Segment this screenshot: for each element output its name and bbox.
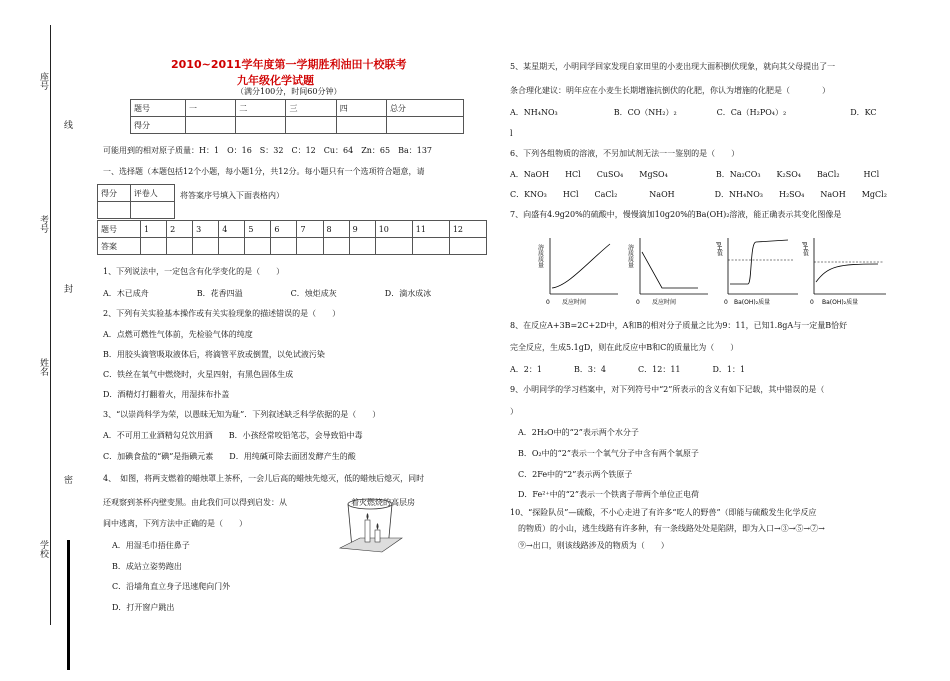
q9-option-d: D．Fe²⁺中的“2”表示一个铁离子带两个单位正电荷 xyxy=(518,490,699,499)
q2-stem: 2、下列有关实验基本操作或有关实验现象的描述错误的是（ ） xyxy=(103,309,341,318)
grader-cell: 评卷人 xyxy=(130,185,174,202)
grader-input[interactable] xyxy=(98,202,131,219)
q7-stem: 7、向盛有4.9g20%的硫酸中，慢慢滴加10g20%的Ba(OH)₂溶液，能正确表示其变化图像是 xyxy=(510,210,842,219)
answer-input[interactable] xyxy=(323,238,349,255)
exam-info: （满分100分，时间60分钟） xyxy=(236,87,342,96)
score-input[interactable] xyxy=(386,117,463,134)
candle-cup-illustration xyxy=(332,492,410,560)
graph-c-ylabel: pH值 xyxy=(715,242,723,257)
q4-option-a: A．用湿毛巾捂住鼻子 xyxy=(112,541,190,550)
answer-cell: 7 xyxy=(297,221,323,238)
graph-b-xlabel: 反应时间 xyxy=(652,299,677,306)
seat-label: 座号 xyxy=(38,72,48,90)
seal-label: 封 xyxy=(62,284,72,293)
answer-input[interactable] xyxy=(219,238,245,255)
secret-label: 密 xyxy=(62,475,72,484)
grader-box xyxy=(97,184,175,219)
atomic-masses: 可能用到的相对原子质量：H：1 O：16 S：32 C：12 Cu：64 Zn：65 Ba：137 xyxy=(103,146,433,155)
exam-title: 2010~2011学年度第一学期胜利油田十校联考 xyxy=(171,58,407,71)
answer-cell: 8 xyxy=(323,221,349,238)
name-label: 姓名 xyxy=(38,358,48,376)
answer-cell: 4 xyxy=(219,221,245,238)
q8-stem-2: 完全反应，生成5.1gD，则在此反应中B和C的质量比为（ ） xyxy=(510,343,739,352)
answer-cell: 答案 xyxy=(98,238,141,255)
q6-options-ab: A．NaOH HCl CuSO₄ MgSO₄ B．Na₂CO₃ K₂SO₄ BaCl₂ HCl xyxy=(510,170,880,179)
score-cell: 得分 xyxy=(131,117,186,134)
graph-a-origin: 0 xyxy=(546,299,550,306)
q7-graph-a xyxy=(537,238,619,306)
answer-input[interactable] xyxy=(449,238,486,255)
score-cell: 总分 xyxy=(386,100,463,117)
q9-stem: 9、小明同学的学习档案中，对下列符号中“2”所表示的含义有如下记载，其中错误的是（ xyxy=(510,385,825,394)
line-label: 线 xyxy=(62,120,72,129)
graph-d-ylabel: pH值 xyxy=(801,242,809,257)
q9-option-c: C．2Fe中的“2”表示两个铁原子 xyxy=(518,470,633,479)
score-input[interactable] xyxy=(336,117,386,134)
q6-stem: 6、下列各组物质的溶液，不另加试剂无法一一鉴别的是（ ） xyxy=(510,149,740,158)
school-label: 学校 xyxy=(38,540,48,558)
answer-input[interactable] xyxy=(271,238,297,255)
binding-bar xyxy=(67,540,70,670)
answer-cell: 3 xyxy=(193,221,219,238)
answer-cell: 9 xyxy=(349,221,375,238)
answer-cell: 10 xyxy=(375,221,412,238)
q5-stem-1: 5、某星期天，小明同学回家发现自家田里的小麦出现大面积倒伏现象，就向其父母提出了一 xyxy=(510,62,836,71)
q5-options: A．NH₄NO₃ B．CO（NH₂）₂ C．Ca（H₂PO₄）₂ D．KC xyxy=(510,108,877,117)
section1-continuation: 将答案序号填入下面表格内） xyxy=(180,191,284,200)
score-table xyxy=(130,99,464,134)
answer-cell: 题号 xyxy=(98,221,141,238)
answer-cell: 2 xyxy=(167,221,193,238)
q10-stem-2: 的物质）的小山，逃生线路有许多种，有一条线路处处是陷阱，即为入口→③→⑤→⑦→ xyxy=(518,524,825,533)
graph-a-ylabel: 溶质质量 xyxy=(536,244,544,268)
q7-graph-d xyxy=(802,238,887,306)
answer-input[interactable] xyxy=(349,238,375,255)
score-input[interactable] xyxy=(236,117,286,134)
answer-table xyxy=(97,220,487,255)
graph-d-xlabel: Ba(OH)₂质量 xyxy=(822,299,859,306)
q3-options-ab: A．不可用工业酒精勾兑饮用酒 B．小孩经常咬铅笔芯，会导致铅中毒 xyxy=(103,431,363,440)
binding-line xyxy=(50,25,51,625)
q7-graphs xyxy=(538,232,898,310)
answer-input[interactable] xyxy=(375,238,412,255)
answer-cell: 5 xyxy=(245,221,271,238)
answer-cell: 11 xyxy=(412,221,449,238)
score-cell: 一 xyxy=(186,100,236,117)
q10-stem-1: 10、“探险队员”—硫酸，不小心走进了有许多“吃人的野兽”（即能与硫酸发生化学反应 xyxy=(510,508,817,517)
q7-graph-b xyxy=(627,238,709,306)
graph-b-ylabel: 溶质质量 xyxy=(626,244,634,268)
q4-stem-2: 还观察到茶杯内壁变黑。由此我们可以得到启发：从 着火燃烧的高层房 xyxy=(103,498,415,507)
q7-graph-c xyxy=(716,238,799,306)
answer-cell: 6 xyxy=(271,221,297,238)
q1-stem: 1、下列说法中，一定包含有化学变化的是（ ） xyxy=(103,267,285,276)
score-cell: 二 xyxy=(236,100,286,117)
score-cell: 题号 xyxy=(131,100,186,117)
q2-option-b: B．用胶头滴管吸取液体后，将滴管平放或倒置，以免试液污染 xyxy=(103,350,325,359)
section1-heading: 一、选择题（本题包括12个小题，每小题1分，共12分。每小题只有一个选项符合题意，请 xyxy=(103,167,425,176)
graph-c-origin: 0 xyxy=(724,299,728,306)
q4-option-d: D．打开窗户跳出 xyxy=(112,603,175,612)
q3-options-cd: C．加碘食盐的“碘”是指碘元素 D．用纯碱可除去面团发酵产生的酸 xyxy=(103,452,356,461)
q4-option-c: C．沿墙角直立身子迅速爬向门外 xyxy=(112,582,231,591)
answer-cell: 1 xyxy=(141,221,167,238)
q1-options: A．木已成舟 B．花香四溢 C．烛炬成灰 D．滴水成冰 xyxy=(103,289,432,298)
q8-stem-1: 8、在反应A+3B=2C+2D中，A和B的相对分子质量之比为9：11，已知1.8gA与一定量B恰好 xyxy=(510,321,848,330)
grader-input[interactable] xyxy=(130,202,174,219)
q8-options: A．2：1 B．3：4 C．12：11 D．1：1 xyxy=(510,365,746,374)
q2-option-a: A．点燃可燃性气体前，先检验气体的纯度 xyxy=(103,330,253,339)
q2-option-d: D．酒精灯打翻着火，用湿抹布扑盖 xyxy=(103,390,230,399)
answer-input[interactable] xyxy=(297,238,323,255)
exam-id-label: 考号 xyxy=(38,215,48,233)
q5-stem-2: 条合理化建议：明年应在小麦生长期增施抗倒伏的化肥，你认为增施的化肥是（ ） xyxy=(510,86,830,95)
score-input[interactable] xyxy=(286,117,336,134)
q5-options-wrap: l xyxy=(510,129,513,138)
grader-cell: 得分 xyxy=(98,185,131,202)
score-cell: 三 xyxy=(286,100,336,117)
exam-subtitle: 九年级化学试题 xyxy=(237,74,314,87)
answer-input[interactable] xyxy=(141,238,167,255)
q4-stem-1: 4、 如图，将两支燃着的蜡烛罩上茶杯，一会儿后高的蜡烛先熄灭，低的蜡烛后熄灭，同时 xyxy=(103,474,425,483)
score-cell: 四 xyxy=(336,100,386,117)
graph-d-origin: 0 xyxy=(810,299,814,306)
q9-option-b: B．O₂中的“2”表示一个氧气分子中含有两个氧原子 xyxy=(518,449,699,458)
q9-option-a: A．2H₂O中的“2”表示两个水分子 xyxy=(518,428,639,437)
answer-input[interactable] xyxy=(167,238,193,255)
q6-options-cd: C．KNO₃ HCl CaCl₂ NaOH D．NH₄NO₃ H₂SO₄ NaOH MgCl₂ xyxy=(510,190,887,199)
answer-cell: 12 xyxy=(449,221,486,238)
answer-input[interactable] xyxy=(412,238,449,255)
q3-stem: 3、“以崇尚科学为荣，以愚昧无知为耻”．下列叙述缺乏科学依据的是（ ） xyxy=(103,410,381,419)
answer-input[interactable] xyxy=(193,238,219,255)
graph-c-xlabel: Ba(OH)₂质量 xyxy=(734,299,771,306)
q4-stem-3: 间中逃离，下列方法中正确的是（ ） xyxy=(103,519,247,528)
q10-stem-3: ⑨→出口，则该线路涉及的物质为（ ） xyxy=(518,541,669,550)
graph-a-xlabel: 反应时间 xyxy=(562,299,587,306)
q4-option-b: B．成站立姿势跑出 xyxy=(112,562,182,571)
answer-input[interactable] xyxy=(245,238,271,255)
q2-option-c: C．铁丝在氧气中燃烧时，火星四射，有黑色固体生成 xyxy=(103,370,294,379)
q9-stem-wrap: ） xyxy=(510,407,518,416)
graph-b-origin: 0 xyxy=(636,299,640,306)
score-input[interactable] xyxy=(186,117,236,134)
